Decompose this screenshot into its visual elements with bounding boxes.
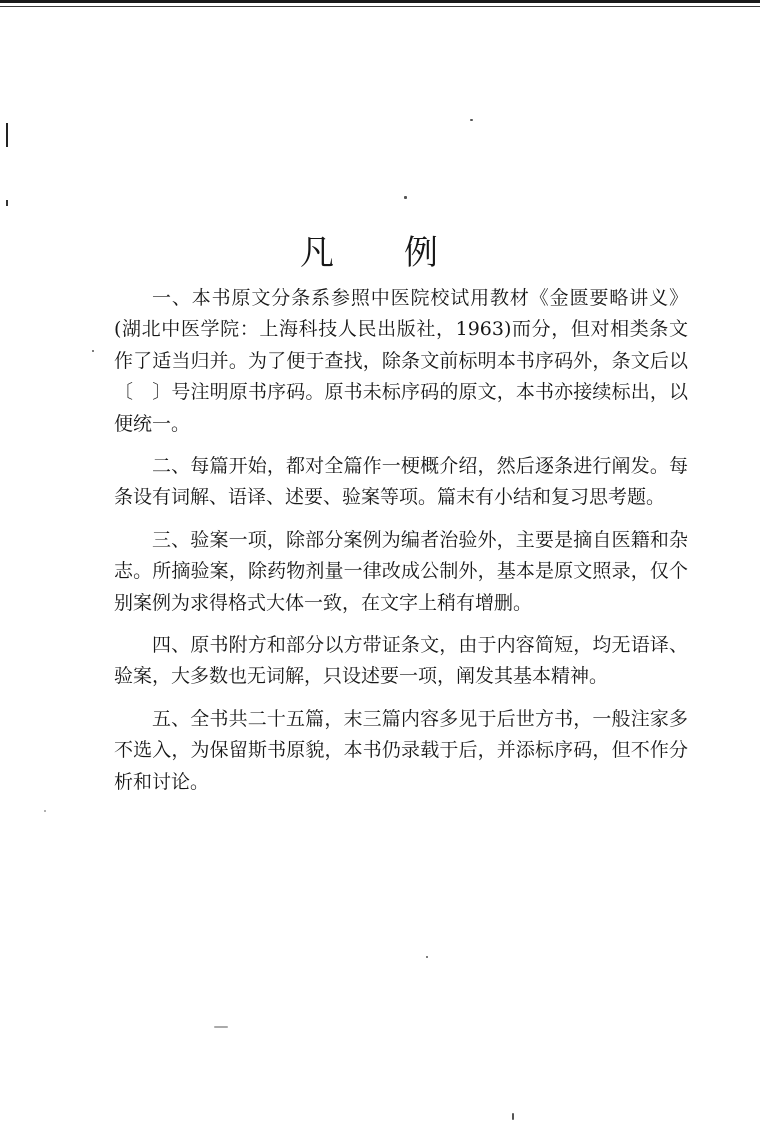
top-border-thin-rule	[0, 6, 760, 7]
scan-margin-mark	[6, 200, 8, 206]
scan-speck	[44, 810, 46, 812]
scan-speck	[512, 1113, 514, 1120]
scan-margin-mark	[6, 123, 8, 147]
page-title-char: 凡	[300, 232, 404, 273]
page-title-char: 例	[404, 232, 508, 273]
body-text	[114, 283, 688, 809]
paragraph-3: 三、验案一项，除部分案例为编者治验外，主要是摘自医籍和杂志。所摘验案，除药物剂量一律改成公制外，基本是原文照录，仅个别案例为求得格式大体一致，在文字上稍有增删。	[114, 528, 688, 614]
scan-speck	[214, 1026, 228, 1028]
paragraph-5: 五、全书共二十五篇，末三篇内容多见于后世方书，一般注家多不选入，为保留斯书原貌，本书仍录载于后，并添标序码，但不作分析和讨论。	[114, 707, 688, 793]
scan-speck	[426, 956, 428, 958]
page-title	[300, 223, 508, 283]
paragraph-2: 二、每篇开始，都对全篇作一梗概介绍，然后逐条进行阐发。每条设有词解、语译、述要、验案等项。篇末有小结和复习思考题。	[114, 455, 688, 509]
scan-speck	[470, 119, 473, 121]
scan-speck	[404, 196, 407, 199]
paragraph-1: 一、本书原文分条系参照中医院校试用教材《金匮要略讲义》(湖北中医学院：上海科技人民出版社，1963)而分，但对相类条文作了适当归并。为了便于查找，除条文前标明本书序码外，条文后以〔 〕号注明原书序码。原书未标序码的原文，本书亦接续标出，以便统一。	[114, 287, 688, 435]
paragraph-4: 四、原书附方和部分以方带证条文，由于内容简短，均无语译、验案，大多数也无词解，只设述要一项，阐发其基本精神。	[114, 634, 688, 688]
scan-speck	[92, 350, 94, 352]
